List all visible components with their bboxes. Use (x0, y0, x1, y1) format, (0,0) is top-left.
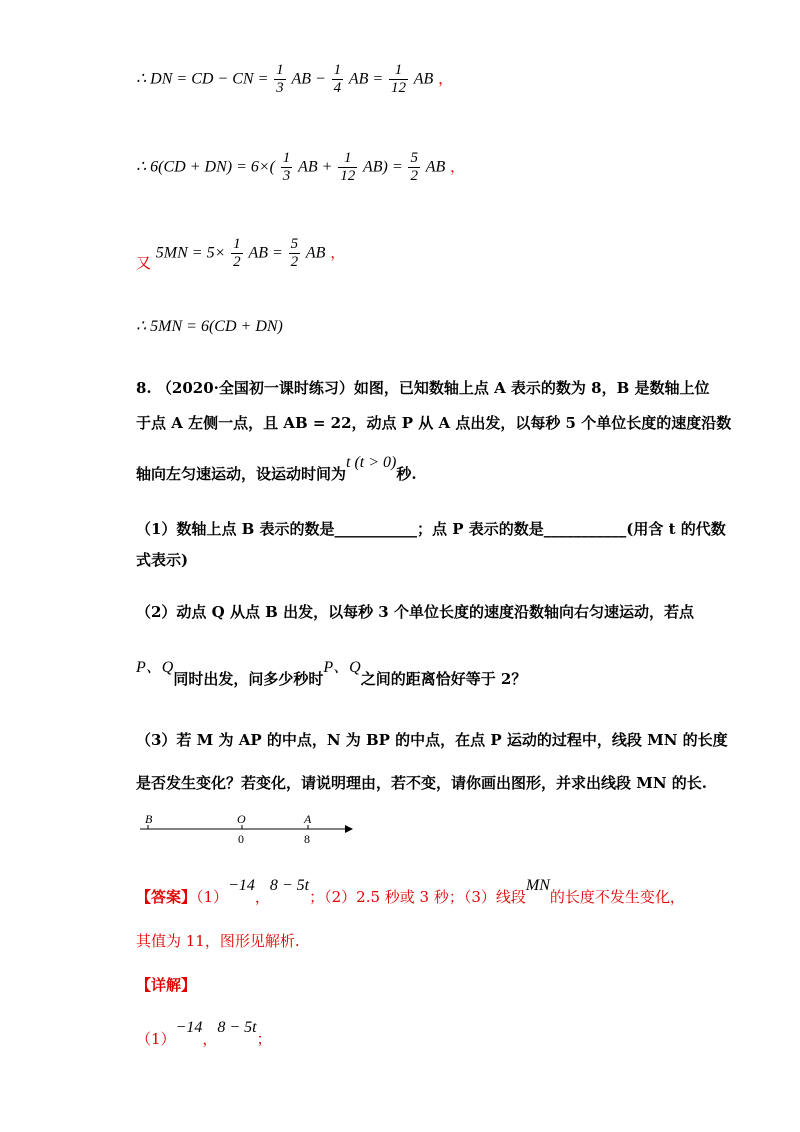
question-8-line-2: 于点 A 左侧一点，且 AB = 22，动点 P 从 A 点出发，以每秒 5 个单位长度的速度沿数 (136, 414, 732, 432)
equation-1: ∴ DN = CD − CN = $\frac{1}{3}$ AB − $\frac{1}{4}$ AB = $\frac{1}{12}$ AB ， (136, 62, 454, 96)
subquestion-3-line-2: 是否发生变化？若变化，请说明理由，若不变，请你画出图形，并求出线段 MN 的长. (136, 774, 707, 792)
detail-tag: 【详解】 (136, 976, 197, 994)
fraction: $\frac{1}{2}$ (233, 236, 241, 270)
fraction: $\frac{1}{4}$ (333, 62, 342, 96)
tick-label-0: 0 (238, 832, 244, 846)
label-a: A (304, 812, 312, 826)
answer-tag: 【答案】 (136, 888, 197, 906)
equation-2: ∴ 6(CD + DN) = 6×( $\frac{1}{3}$ AB + $\frac{1}{12}$ AB) = $\frac{5}{2}$ AB ， (136, 150, 466, 184)
fraction: $\frac{1}{3}$ (282, 150, 291, 184)
fraction: $\frac{1}{12}$ (340, 150, 356, 184)
answer-line-2: 其值为 11，图形见解析. (136, 932, 300, 950)
tick-label-8: 8 (304, 832, 310, 846)
subquestion-1-line-2: 式表示) (136, 551, 189, 569)
answer-line-1: 【答案】（1）−14，8 − 5t；（2）2.5 秒或 3 秒；（3）线段MN的长度不发生变化， (136, 877, 685, 906)
fraction: $\frac{5}{2}$ (290, 236, 299, 270)
label-b: B (145, 812, 153, 826)
subquestion-2-line-1: （2）动点 Q 从点 B 出发，以每秒 3 个单位长度的速度沿数轴向右匀速运动，若点 (136, 603, 694, 621)
fraction: $\frac{1}{12}$ (390, 62, 406, 96)
fraction: $\frac{5}{2}$ (410, 150, 418, 184)
subquestion-3-line-1: （3）若 M 为 AP 的中点，N 为 BP 的中点，在点 P 运动的过程中，线段 MN 的长度 (136, 731, 728, 749)
subquestion-1-line-1: （1）数轴上点 B 表示的数是___________；点 P 表示的数是___________(用含 t 的代数 (136, 520, 726, 538)
equation-3: 又 5MN = 5× $\frac{1}{2}$ AB = $\frac{5}{2}$ AB ， (136, 236, 346, 272)
fraction: $\frac{1}{3}$ (276, 62, 284, 96)
subquestion-2-line-2: P、Q同时出发，问多少秒时P、Q之间的距离恰好等于 2？ (136, 659, 527, 688)
question-8-line-1: 8. （2020·全国初一课时练习）如图，已知数轴上点 A 表示的数为 8，B 是数轴上位 (136, 379, 710, 397)
number-line-arrow (345, 825, 353, 833)
detail-line-1: （1）−14，8 − 5t； (136, 1019, 272, 1048)
number-line-figure (140, 812, 360, 848)
question-8-line-3: 轴向左匀速运动，设运动时间为t (t > 0)秒. (136, 454, 417, 483)
label-o: O (237, 812, 246, 826)
equation-4: ∴ 5MN = 6(CD + DN) (136, 318, 283, 335)
